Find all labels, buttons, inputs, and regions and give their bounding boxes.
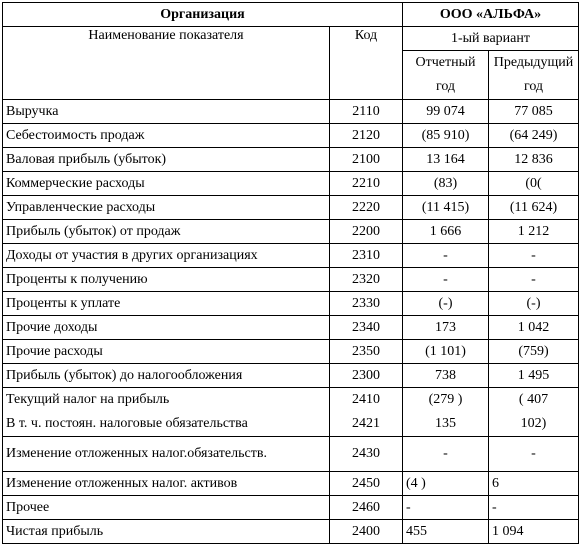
financial-results-table [2, 2, 579, 544]
row-previous: (64 249) [489, 124, 579, 148]
row-previous: 6 [489, 472, 579, 496]
row-code: 2210 [330, 172, 403, 196]
row-name: Прочее [3, 496, 330, 520]
row-name: Коммерческие расходы [3, 172, 330, 196]
table-row [3, 520, 579, 544]
previous-year-label: Предыдущий год [489, 51, 579, 100]
table-row [3, 100, 579, 124]
row-name: Доходы от участия в других организациях [3, 244, 330, 268]
row-code: 2430 [330, 437, 403, 472]
row-previous: 12 836 [489, 148, 579, 172]
after-rows [3, 437, 579, 472]
row-current: - [403, 268, 489, 292]
row-previous: (-) [489, 292, 579, 316]
row-name: Валовая прибыль (убыток) [3, 148, 330, 172]
row-previous: 77 085 [489, 100, 579, 124]
row-code: 2200 [330, 220, 403, 244]
row-current: (-) [403, 292, 489, 316]
row-name: Изменение отложенных налог. активов [3, 472, 330, 496]
row-code: 2340 [330, 316, 403, 340]
tax-row [3, 388, 579, 437]
table-row [3, 472, 579, 496]
row-previous: 1 094 [489, 520, 579, 544]
tax-name-current: Текущий налог на прибыль [6, 392, 170, 407]
row-current: 738 [403, 364, 489, 388]
row-name: Чистая прибыль [3, 520, 330, 544]
row-name: Прибыль (убыток) от продаж [3, 220, 330, 244]
row-current: - [403, 437, 489, 472]
row-previous: 1 212 [489, 220, 579, 244]
row-name: Прочие доходы [3, 316, 330, 340]
row-code: 2320 [330, 268, 403, 292]
table-row [3, 148, 579, 172]
row-previous: - [489, 437, 579, 472]
row-previous: - [489, 244, 579, 268]
row-previous: (11 624) [489, 196, 579, 220]
row-name: Выручка [3, 100, 330, 124]
row-current: (85 910) [403, 124, 489, 148]
row-current: (4 ) [403, 472, 489, 496]
tax-name-permanent: В т. ч. постоян. налоговые обязательства [6, 416, 248, 431]
row-previous: (0( [489, 172, 579, 196]
row-current: 1 666 [403, 220, 489, 244]
row-code: 2120 [330, 124, 403, 148]
current-year-label: Отчетный год [403, 51, 489, 100]
row-code: 2300 [330, 364, 403, 388]
row-previous: - [489, 496, 579, 520]
variant-label: 1-ый вариант [403, 27, 579, 51]
header-labels-row [3, 27, 579, 51]
table-row [3, 316, 579, 340]
tax-code-current: 2410 [352, 392, 380, 407]
table-row [3, 244, 579, 268]
tax-cur-2: 135 [435, 416, 456, 431]
tax-current-values [403, 388, 489, 437]
table-row [3, 292, 579, 316]
table-row [3, 340, 579, 364]
org-label: Организация [3, 3, 403, 27]
row-current: (1 101) [403, 340, 489, 364]
header-org-row [3, 3, 579, 27]
tax-previous-values [489, 388, 579, 437]
tax-prev-1: ( 407 [518, 392, 549, 407]
left-aligned-rows [3, 472, 579, 544]
table-row [3, 172, 579, 196]
row-code: 2330 [330, 292, 403, 316]
tax-cur-1: (279 ) [428, 392, 463, 407]
table-row [3, 364, 579, 388]
row-current: - [403, 496, 489, 520]
table-row [3, 268, 579, 292]
row-current: 173 [403, 316, 489, 340]
tax-codes [330, 388, 403, 437]
table-row [3, 220, 579, 244]
row-current: - [403, 244, 489, 268]
indicator-label: Наименование показателя [3, 27, 330, 100]
row-previous: 1 495 [489, 364, 579, 388]
row-code: 2110 [330, 100, 403, 124]
row-name: Прочие расходы [3, 340, 330, 364]
row-name: Проценты к получению [3, 268, 330, 292]
row-code: 2460 [330, 496, 403, 520]
row-current: 13 164 [403, 148, 489, 172]
row-current: 99 074 [403, 100, 489, 124]
row-current: (83) [403, 172, 489, 196]
row-code: 2350 [330, 340, 403, 364]
row-current: 455 [403, 520, 489, 544]
main-rows [3, 100, 579, 388]
row-previous: 1 042 [489, 316, 579, 340]
table-row [3, 196, 579, 220]
tax-code-permanent: 2421 [352, 416, 380, 431]
code-label: Код [330, 27, 403, 100]
row-previous: (759) [489, 340, 579, 364]
tax-names [3, 388, 330, 437]
row-code: 2400 [330, 520, 403, 544]
row-code: 2220 [330, 196, 403, 220]
row-name: Изменение отложенных налог.обязательств. [3, 437, 330, 472]
row-code: 2310 [330, 244, 403, 268]
table-row [3, 437, 579, 472]
table-row [3, 496, 579, 520]
row-name: Себестоимость продаж [3, 124, 330, 148]
row-code: 2450 [330, 472, 403, 496]
row-code: 2100 [330, 148, 403, 172]
tax-prev-2: 102) [520, 416, 547, 431]
row-name: Прибыль (убыток) до налогообложения [3, 364, 330, 388]
org-name: ООО «АЛЬФА» [403, 3, 579, 27]
row-name: Управленческие расходы [3, 196, 330, 220]
row-name: Проценты к уплате [3, 292, 330, 316]
table-row [3, 124, 579, 148]
row-current: (11 415) [403, 196, 489, 220]
row-previous: - [489, 268, 579, 292]
